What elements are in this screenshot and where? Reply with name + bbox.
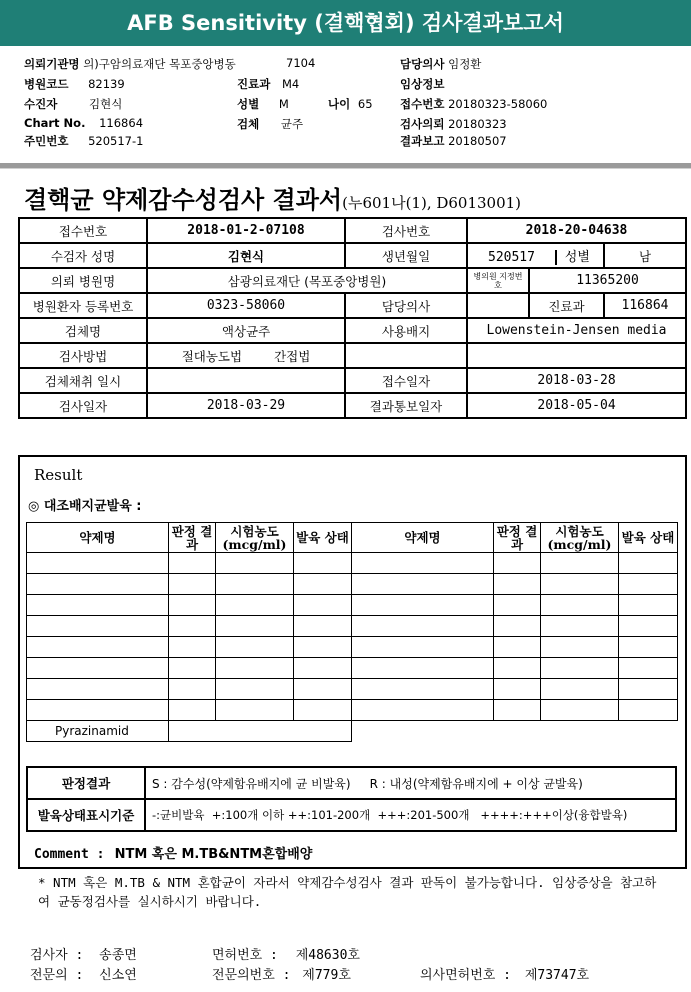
header-value: 의)구암의료재단 목포중앙병동 — [83, 57, 236, 71]
spec-no-label: 전문의번호 : — [212, 968, 291, 983]
label: 의뢰 병원명 — [19, 268, 147, 293]
header-specimen — [237, 116, 303, 132]
header-row-1 — [24, 56, 236, 72]
header-value: 균주 — [280, 117, 304, 131]
comment-body: * NTM 혹은 M.TB & NTM 혼합균이 자라서 약제감수성검사 결과 판독이 불가능합니다. 임상증상을 참고하여 균동정검사를 실시하시기 바랍니다. — [38, 875, 657, 909]
doctor-license — [420, 964, 589, 983]
header-receipt — [400, 96, 547, 112]
header-label: 의뢰기관명 — [24, 57, 80, 71]
growth-label: 발육상태표시기준 — [27, 799, 145, 831]
info-table — [18, 217, 687, 419]
empty-cell — [467, 343, 686, 368]
dept: 116864 — [604, 293, 686, 318]
header-value: M4 — [281, 77, 300, 91]
header-label: 주민번호 — [24, 134, 69, 148]
specialist — [30, 964, 137, 983]
header-value: 20180507 — [448, 134, 507, 148]
header-value: 20180323-58060 — [448, 97, 548, 111]
col-header: 약제명 — [352, 523, 494, 553]
table-row — [27, 595, 678, 616]
col-header: 판정 결과 — [494, 523, 541, 553]
birth-date — [467, 243, 604, 268]
specimen: 액상균주 — [147, 318, 345, 343]
header-value: 116864 — [99, 116, 144, 130]
label: 검체채취 일시 — [19, 368, 147, 393]
table-row — [27, 574, 678, 595]
hospital-code-label: 병의원 지정번호 — [467, 268, 529, 293]
growth-text: -:균비발육 +:100개 이하 ++:101-200개 +++:201-500개 ++++:+++이상(융합발육) — [145, 799, 676, 831]
table-row — [27, 616, 678, 637]
divider — [0, 168, 691, 169]
table-row — [27, 721, 678, 742]
label: 사용배지 — [345, 318, 467, 343]
license-label: 면허번호 : — [212, 948, 278, 963]
header-patient — [24, 96, 122, 112]
header-hospital-code — [24, 76, 125, 92]
label: 검사방법 — [19, 343, 147, 368]
header-label: 성별 — [237, 97, 260, 111]
judge-text: S : 감수성(약제함유배지에 균 비발육) R : 내성(약제함유배지에 + 이상 균발육) — [145, 767, 676, 799]
label: 진료과 — [529, 293, 604, 318]
label: 병원환자 등록번호 — [19, 293, 147, 318]
method-2: 간접법 — [274, 348, 311, 364]
spec-no-value: 제779호 — [302, 968, 351, 983]
comment-headline: NTM 혹은 M.TB&NTM혼합배양 — [114, 847, 313, 862]
header-value: 520517-1 — [88, 134, 144, 148]
header-label: 담당의사 — [400, 57, 445, 71]
legend-table — [26, 766, 677, 832]
header-sex — [237, 96, 289, 112]
header-label: 결과보고 — [400, 134, 445, 148]
tester-label: 검사자 : — [30, 948, 84, 963]
hospital-name: 삼광의료재단 (목포중앙병원) — [147, 268, 467, 293]
header-label: 검체 — [237, 117, 260, 131]
header-ssn — [24, 133, 143, 149]
doctor — [467, 293, 529, 318]
table-row — [27, 637, 678, 658]
col-header: 발육 상태 — [294, 523, 352, 553]
header-report — [400, 133, 507, 149]
header-value: 임정환 — [448, 57, 482, 71]
label: 수검자 성명 — [19, 243, 147, 268]
doc-license-label: 의사면허번호 : — [420, 968, 512, 983]
label: 접수번호 — [19, 218, 147, 243]
method-1: 절대농도법 — [181, 348, 243, 364]
drug-name: Pyrazinamid — [27, 721, 169, 742]
header-doctor — [400, 56, 481, 72]
specialist-label: 전문의 : — [30, 968, 84, 983]
patient-name: 김현식 — [147, 243, 345, 268]
header-label: 접수번호 — [400, 97, 445, 111]
label: 검사일자 — [19, 393, 147, 418]
tester — [30, 944, 137, 963]
label: 검사번호 — [345, 218, 467, 243]
label: 담당의사 — [345, 293, 467, 318]
sex-value: 남 — [604, 243, 686, 268]
header-value: M — [278, 97, 289, 111]
header-label: 병원코드 — [24, 77, 69, 91]
title-code: (누601나(1), D6013001) — [342, 194, 522, 212]
header-chart — [24, 116, 143, 130]
result-subtitle: ◎ 대조배지균발육 : — [28, 499, 142, 514]
patient-no: 0323-58060 — [147, 293, 345, 318]
header-label: 수진자 — [24, 97, 58, 111]
birth-value: 520517 — [488, 250, 535, 265]
header-label: Chart No. — [24, 116, 86, 130]
header-request — [400, 116, 507, 132]
judge-label: 판정결과 — [27, 767, 145, 799]
col-header: 약제명 — [27, 523, 169, 553]
header-ward: 7104 — [286, 56, 316, 70]
empty-cell — [345, 343, 467, 368]
header-label: 검사의뢰 — [400, 117, 445, 131]
medium: Lowenstein-Jensen media — [467, 318, 686, 343]
label: 검체명 — [19, 318, 147, 343]
header-value: 65 — [357, 97, 373, 111]
tester-name: 송종면 — [99, 948, 137, 963]
method — [147, 343, 345, 368]
test-date: 2018-03-29 — [147, 393, 345, 418]
recv-date: 2018-03-28 — [467, 368, 686, 393]
specialist-no — [212, 964, 351, 983]
notify-date: 2018-05-04 — [467, 393, 686, 418]
doc-license-no: 제73747호 — [524, 968, 590, 983]
receipt-no: 2018-01-2-07108 — [147, 218, 345, 243]
label: 결과통보일자 — [345, 393, 467, 418]
header-clinical — [400, 76, 444, 92]
label: 생년월일 — [345, 243, 467, 268]
comment-line — [34, 843, 312, 862]
comment-label: Comment : — [34, 847, 105, 862]
header-label: 나이 — [328, 97, 351, 111]
col-header: 판정 결과 — [169, 523, 216, 553]
header-value: 82139 — [88, 77, 125, 91]
table-row — [27, 553, 678, 574]
page-title — [24, 180, 521, 215]
report-banner: AFB Sensitivity (결핵협회) 검사결과보고서 — [0, 0, 691, 46]
sex-label: 성별 — [555, 250, 590, 265]
header-label: 임상정보 — [400, 77, 445, 91]
table-row — [27, 658, 678, 679]
table-row — [27, 679, 678, 700]
label: 접수일자 — [345, 368, 467, 393]
header-value: 김현식 — [88, 97, 123, 111]
title-text: 결핵균 약제감수성검사 결과서 — [24, 185, 343, 214]
table-row — [27, 700, 678, 721]
header-dept — [237, 76, 299, 92]
header-label: 진료과 — [237, 77, 271, 91]
license — [212, 944, 360, 963]
collect-date — [147, 368, 345, 393]
result-table — [26, 522, 678, 742]
col-header: 발육 상태 — [619, 523, 678, 553]
header-value: 20180323 — [448, 117, 507, 131]
col-header: 시험농도 (mcg/ml) — [216, 523, 294, 553]
license-no: 제48630호 — [295, 948, 360, 963]
test-no: 2018-20-04638 — [467, 218, 686, 243]
hospital-code: 11365200 — [529, 268, 686, 293]
col-header: 시험농도 (mcg/ml) — [541, 523, 619, 553]
header-age — [328, 96, 373, 112]
specialist-name: 신소연 — [99, 968, 137, 983]
result-title: Result — [34, 466, 83, 484]
